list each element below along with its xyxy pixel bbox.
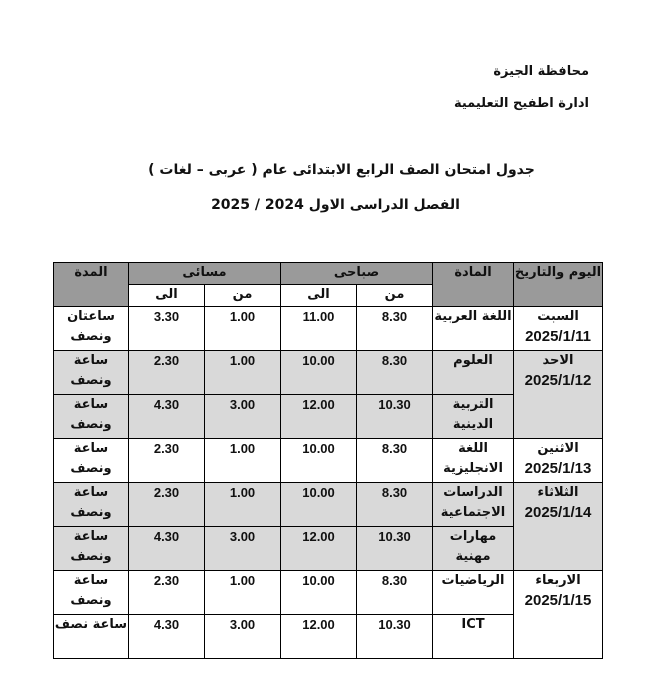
day-date-cell (514, 307, 603, 351)
evening-to-cell: 4.30 (129, 615, 205, 659)
evening-to-cell: 2.30 (129, 571, 205, 615)
morning-from-cell: 8.30 (357, 439, 433, 483)
evening-from-cell: 1.00 (205, 571, 281, 615)
morning-to-cell: 10.00 (281, 571, 357, 615)
exam-date: 2025/1/12 (524, 372, 592, 389)
day-name: الاحد (542, 353, 574, 368)
schedule-body (54, 307, 603, 659)
table-row (54, 483, 603, 527)
column-header-evening-to: الى (129, 285, 205, 307)
day-name: الثلاثاء (537, 485, 579, 500)
term-subtitle: الفصل الدراسى الاول 2024 / 2025 (211, 197, 460, 213)
column-header-duration: المدة (54, 263, 129, 307)
exam-date: 2025/1/13 (524, 460, 592, 477)
administration-heading: ادارة اطفيح التعليمية (453, 96, 589, 111)
morning-from-cell: 10.30 (357, 527, 433, 571)
evening-from-cell: 3.00 (205, 615, 281, 659)
evening-to-cell: 4.30 (129, 395, 205, 439)
morning-to-cell: 11.00 (281, 307, 357, 351)
duration-cell: ساعة نصف (54, 615, 129, 659)
column-header-morning-from: من (357, 285, 433, 307)
evening-from-cell: 1.00 (205, 439, 281, 483)
morning-to-cell: 10.00 (281, 351, 357, 395)
table-row (54, 571, 603, 615)
column-header-subject: المادة (433, 263, 514, 307)
morning-from-cell: 8.30 (357, 307, 433, 351)
morning-from-cell: 10.30 (357, 395, 433, 439)
day-date-cell (514, 483, 603, 571)
column-header-evening-from: من (205, 285, 281, 307)
evening-from-cell: 3.00 (205, 527, 281, 571)
evening-to-cell: 2.30 (129, 351, 205, 395)
column-header-morning: صباحى (281, 263, 433, 285)
day-date-cell (514, 571, 603, 659)
table-row (54, 439, 603, 483)
subject-cell: اللغة الانجليزية (433, 439, 514, 483)
duration-cell: ساعة ونصف (54, 395, 129, 439)
table-row (54, 307, 603, 351)
document-title: جدول امتحان الصف الرابع الابتدائى عام ( عربى – لغات ) (148, 162, 535, 178)
column-header-day-date: اليوم والتاريخ (514, 263, 603, 307)
morning-from-cell: 10.30 (357, 615, 433, 659)
day-name: الاربعاء (535, 573, 581, 588)
morning-from-cell: 8.30 (357, 351, 433, 395)
morning-to-cell: 12.00 (281, 527, 357, 571)
governorate-heading: محافظة الجيزة (493, 64, 589, 79)
day-date-cell (514, 439, 603, 483)
column-header-morning-to: الى (281, 285, 357, 307)
column-header-evening: مسائى (129, 263, 281, 285)
day-name: السبت (537, 309, 579, 324)
evening-to-cell: 3.30 (129, 307, 205, 351)
subject-cell: العلوم (433, 351, 514, 395)
duration-cell: ساعة ونصف (54, 571, 129, 615)
subject-cell: اللغة العربية (433, 307, 514, 351)
exam-date: 2025/1/15 (524, 592, 592, 609)
evening-to-cell: 2.30 (129, 439, 205, 483)
morning-from-cell: 8.30 (357, 571, 433, 615)
subject-cell: الدراسات الاجتماعية (433, 483, 514, 527)
duration-cell: ساعة ونصف (54, 439, 129, 483)
evening-from-cell: 3.00 (205, 395, 281, 439)
day-date-cell (514, 351, 603, 439)
evening-to-cell: 2.30 (129, 483, 205, 527)
duration-cell: ساعة ونصف (54, 351, 129, 395)
duration-cell: ساعة ونصف (54, 483, 129, 527)
subject-cell: مهارات مهنية (433, 527, 514, 571)
evening-from-cell: 1.00 (205, 483, 281, 527)
morning-to-cell: 12.00 (281, 395, 357, 439)
morning-to-cell: 10.00 (281, 439, 357, 483)
evening-to-cell: 4.30 (129, 527, 205, 571)
evening-from-cell: 1.00 (205, 307, 281, 351)
subject-cell: التربية الدينية (433, 395, 514, 439)
duration-cell: ساعة ونصف (54, 527, 129, 571)
exam-schedule-table (53, 262, 603, 659)
morning-to-cell: 12.00 (281, 615, 357, 659)
duration-cell: ساعتان ونصف (54, 307, 129, 351)
morning-to-cell: 10.00 (281, 483, 357, 527)
table-row (54, 351, 603, 395)
day-name: الاثنين (537, 441, 579, 456)
exam-date: 2025/1/11 (525, 328, 591, 345)
subject-cell: الرياضيات (433, 571, 514, 615)
exam-date: 2025/1/14 (524, 504, 592, 521)
evening-from-cell: 1.00 (205, 351, 281, 395)
morning-from-cell: 8.30 (357, 483, 433, 527)
subject-cell: ICT (433, 615, 514, 659)
